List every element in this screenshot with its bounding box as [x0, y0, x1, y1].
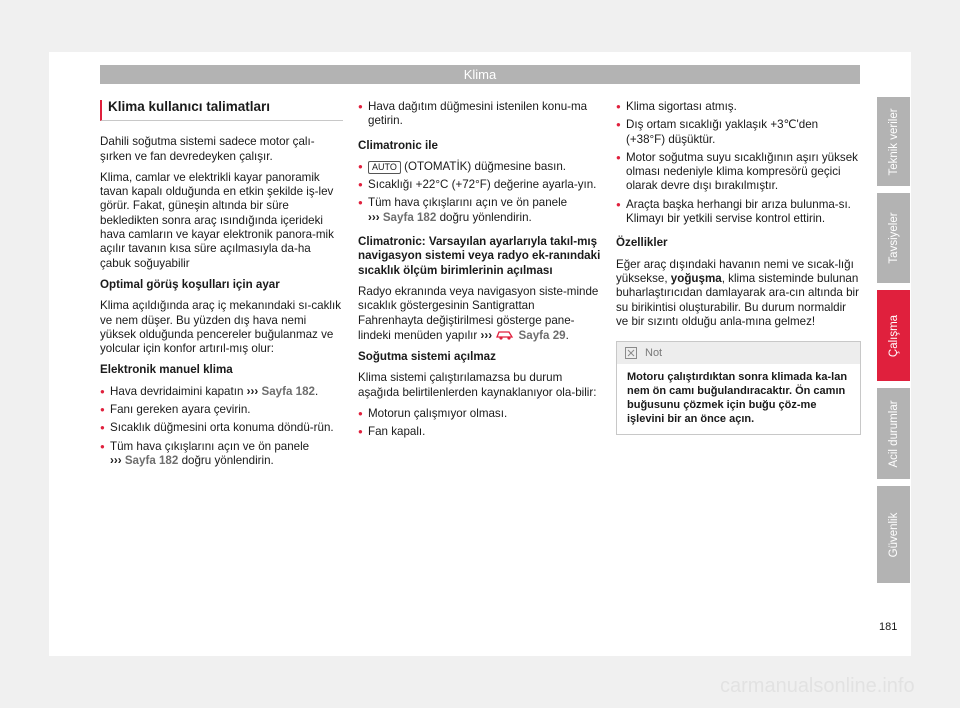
arrow-icon: ››› — [246, 384, 259, 398]
list-item — [100, 440, 343, 469]
subheading: Özellikler — [616, 236, 668, 250]
list-item: ● Klima sigortası atmış. — [616, 100, 859, 114]
paragraph-bold: yoğuşma — [670, 271, 722, 285]
list-item: ● Fan kapalı. — [358, 425, 601, 439]
list-item: ● Motor soğutma suyu sıcaklığının aşırı yüksek olması nedeniyle klima kompresörü geçici olarak devre dışı bırakılmıştır. — [616, 151, 859, 194]
list-item — [358, 196, 601, 225]
subheading: Soğutma sistemi açılmaz — [358, 350, 496, 364]
page-link[interactable]: Sayfa 29 — [518, 328, 566, 342]
list-item-text: Hava devridaimini kapatın — [110, 384, 244, 398]
paragraph-text: Eğer araç dışındaki havanın nemi ve sıcak-lığı yüksekse, — [616, 257, 854, 285]
page-link[interactable]: Sayfa 182 — [261, 384, 315, 398]
list-item-text: (OTOMATİK) düğmesine basın. — [404, 159, 567, 173]
section-title: Klima kullanıcı talimatları — [100, 100, 343, 121]
subheading: Elektronik manuel klima — [100, 363, 233, 377]
list-item: ● Motorun çalışmıyor olması. — [358, 407, 601, 421]
column-3 — [616, 100, 859, 435]
arrow-icon: ››› — [110, 453, 122, 467]
list-item-text-end: doğru yönlendirin. — [439, 210, 532, 224]
paragraph: Klima açıldığında araç iç mekanındaki sı-caklık ve nem düşer. Bu yüzden dış hava nemi yüksek olduğunda pencereler buğulanmaz ve yolcular için konfor artırıl-mış olur: — [100, 299, 341, 356]
list-item: ● Hava dağıtım düğmesini istenilen konu-ma getirin. — [358, 100, 601, 129]
tab-acil-durumlar[interactable]: Acil durumlar — [877, 388, 910, 479]
arrow-icon: ››› — [368, 210, 380, 224]
paragraph: Klima, camlar ve elektrikli kayar panoramik tavan kapalı olduğunda en etkin şekilde iş-lev görür. Fakat, güneşin altında bir süre bekledikten sonra araç ısındığında içerideki hava camların ve kayar elektronik panora-mik açılır tavanın kısa süre açılmasıyla da-ha çabuk soğuyabilir — [100, 170, 334, 270]
paragraph-text-end: , klima sisteminde bulunan buharlaştırıcıdan damlayarak ara-cın altında bir su birikintisi oluşturabilir. Bu durum normaldir ve bir sızıntı olduğu anla-mına gelmez! — [616, 271, 859, 328]
note-body: Motoru çalıştırdıktan sonra klimada ka-lan nem ön camı buğulandıracaktır. Ön camın buğusunu çözmek için buğu çöz-me işlevini bir an önce açın. — [627, 371, 848, 426]
paragraph: Dahili soğutma sistemi sadece motor çalı-şırken ve fan devredeyken çalışır. — [100, 135, 315, 163]
list-item: ● Fanı gereken ayara çevirin. — [100, 403, 343, 417]
page-header: Klima — [100, 65, 860, 84]
tab-tavsiyeler[interactable]: Tavsiyeler — [877, 193, 910, 283]
subheading: Climatronic ile — [358, 138, 438, 152]
list-item-text-end: . — [314, 384, 319, 398]
column-2 — [358, 100, 601, 444]
note-box — [616, 341, 861, 435]
tab-guvenlik[interactable]: Güvenlik — [877, 486, 910, 583]
paragraph-text: Radyo ekranında veya navigasyon siste-minde sıcaklık göstergesinin Santigrattan Fahrenhayta değiştirilmesi gösterge pane-lindeki menüden yapılır — [358, 284, 599, 342]
list-item — [358, 160, 601, 174]
tab-calisma[interactable]: Çalışma — [877, 290, 910, 381]
paragraph — [616, 258, 859, 329]
list-item: ● Dış ortam sıcaklığı yaklaşık +3℃'den (+38°F) düşüktür. — [616, 118, 859, 147]
page-link[interactable]: Sayfa 182 — [382, 210, 437, 224]
list-item — [100, 385, 343, 399]
info-icon — [625, 347, 637, 359]
list-item: ● Araçta başka herhangi bir arıza bulunma-sı. Klimayı bir yetkili servise kontrol ettirin. — [616, 198, 859, 227]
auto-key-icon: AUTO — [368, 161, 401, 174]
list-item: ● Sıcaklık düğmesini orta konuma döndü-rün. — [100, 421, 343, 435]
tab-teknik-veriler[interactable]: Teknik veriler — [877, 97, 910, 186]
note-header — [617, 342, 860, 364]
column-1 — [100, 100, 343, 472]
page-number: 181 — [879, 621, 898, 633]
page-link[interactable]: Sayfa 182 — [124, 453, 179, 467]
arrow-icon: ››› — [480, 328, 493, 342]
list-item-text-end: doğru yönlendirin. — [181, 453, 274, 467]
list-item: ● Sıcaklığı +22°C (+72°F) değerine ayarla-yın. — [358, 178, 601, 192]
paragraph-text-end: . — [565, 328, 569, 342]
subheading: Optimal görüş koşulları için ayar — [100, 277, 280, 291]
watermark: carmanualsonline.info — [720, 675, 915, 697]
car-settings-icon — [495, 328, 515, 340]
list-item-text: Tüm hava çıkışlarını açın ve ön panele — [368, 196, 568, 210]
paragraph — [358, 285, 601, 343]
subheading: Climatronic: Varsayılan ayarlarıyla takıl-mış navigasyon sistemi veya radyo ek-ranındaki sıcaklık ölçüm birimlerinin açılması — [358, 235, 601, 277]
note-label: Not — [645, 347, 663, 360]
list-item-text: Tüm hava çıkışlarını açın ve ön panele — [110, 439, 310, 453]
paragraph: Klima sistemi çalıştırılamazsa bu durum aşağıda belirtilenlerden kaynaklanıyor ola-bilir: — [358, 371, 597, 399]
